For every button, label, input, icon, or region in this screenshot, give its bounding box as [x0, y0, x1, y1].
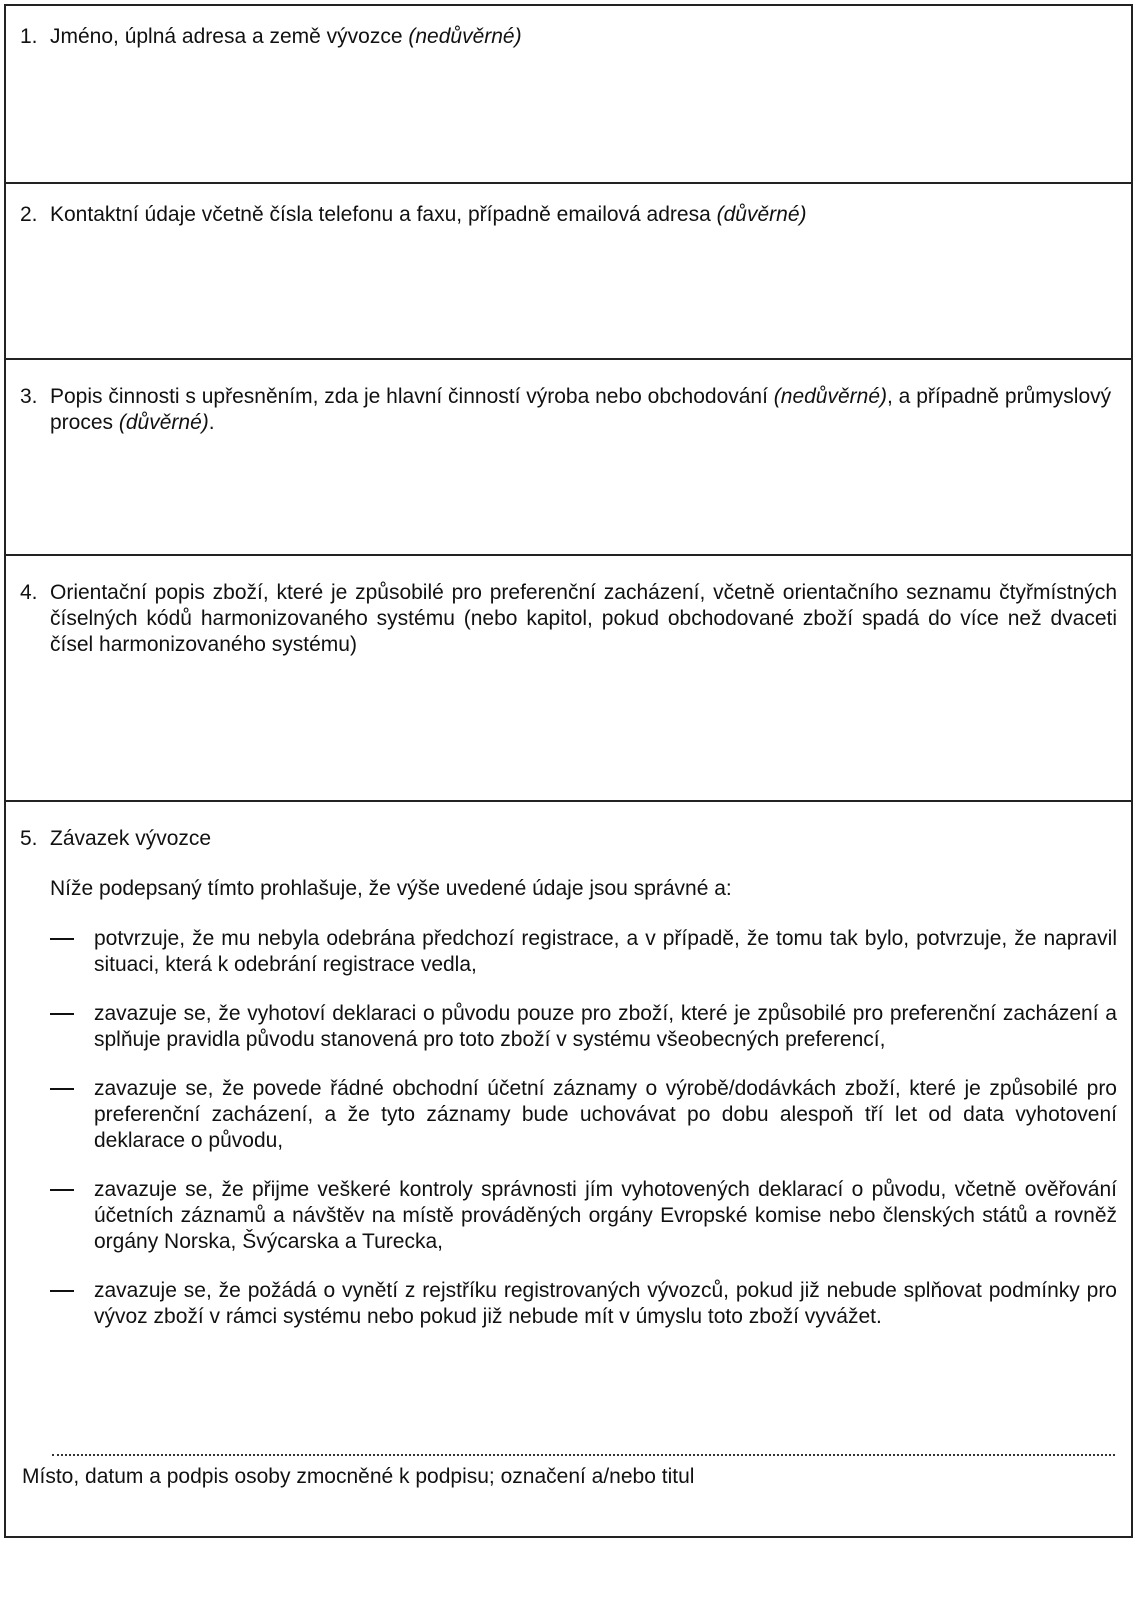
section-5-heading	[20, 826, 1117, 852]
dash-bullet	[50, 938, 74, 940]
dash-bullet	[50, 1189, 74, 1191]
section-2-heading	[20, 202, 1117, 228]
section-4-heading	[20, 580, 1117, 658]
undertaking-item: potvrzuje, že mu nebyla odebrána předchozí registrace, a v případě, že tomu tak bylo, potvrzuje, že napravil situaci, která k odebrání registrace vedla,	[50, 926, 1117, 978]
dash-bullet	[50, 1013, 74, 1015]
section-1-number: 1.	[20, 25, 38, 48]
undertaking-item: zavazuje se, že povede řádné obchodní účetní záznamy o výrobě/dodávkách zboží, které je způsobilé pro preferenční zacházení, a že tyto záznamy bude uchovávat po dobu alespoň tří let od data vyhotovení deklarace o původu,	[50, 1076, 1117, 1154]
confidentiality-note: (důvěrné)	[118, 411, 209, 434]
undertaking-item: zavazuje se, že požádá o vynětí z rejstříku registrovaných vývozců, pokud již nebude splňovat podmínky pro vývoz zboží v rámci systému nebo pokud již nebude mít v úmyslu toto zboží vyvážet.	[50, 1278, 1117, 1330]
undertaking-intro: Níže podepsaný tímto prohlašuje, že výše uvedené údaje jsou správné a:	[50, 877, 732, 900]
section-3-heading	[20, 384, 1117, 436]
undertaking-item: zavazuje se, že vyhotoví deklaraci o původu pouze pro zboží, které je způsobilé pro preferenční zacházení a splňuje pravidla původu stanovená pro toto zboží v systému všeobecných preferencí,	[50, 1001, 1117, 1053]
dash-bullet	[50, 1088, 74, 1090]
section-3-number: 3.	[20, 385, 38, 408]
confidentiality-note: (nedůvěrné)	[773, 385, 888, 408]
confidentiality-note: (nedůvěrné)	[408, 25, 522, 48]
section-5-number: 5.	[20, 827, 38, 850]
exporter-registration-form	[4, 4, 1133, 1538]
undertaking-item: zavazuje se, že přijme veškeré kontroly správnosti jím vyhotovených deklarací o původu, včetně ověřování účetních záznamů a návštěv na místě prováděných orgány Evropské komise nebo členských států a rovněž orgány Norska, Švýcarska a Turecka,	[50, 1177, 1117, 1255]
section-1-exporter-name-address	[6, 6, 1131, 182]
section-1-text: Jméno, úplná adresa a země vývozce (nedůvěrné)	[50, 25, 522, 48]
section-2-number: 2.	[20, 203, 38, 226]
section-4-text: Orientační popis zboží, které je způsobilé pro preferenční zacházení, včetně orientačního seznamu čtyřmístných číselných kódů harmonizovaného systému (nebo kapitol, pokud obchodované zboží spadá do více než dvaceti čísel harmonizovaného systému)	[50, 581, 1117, 656]
section-5-title: Závazek vývozce	[50, 827, 212, 850]
section-5-exporter-undertaking	[6, 800, 1131, 1536]
section-4-goods-description	[6, 554, 1131, 800]
section-4-number: 4.	[20, 581, 38, 604]
section-1-heading	[20, 24, 1117, 50]
signature-label: Místo, datum a podpis osoby zmocněné k podpisu; označení a/nebo titul	[22, 1465, 695, 1488]
confidentiality-note: (důvěrné)	[716, 203, 807, 226]
signature-line[interactable]	[52, 1454, 1115, 1456]
dash-bullet	[50, 1290, 74, 1292]
section-3-text: Popis činnosti s upřesněním, zda je hlavní činností výroba nebo obchodování (nedůvěrné), a případně průmyslový proces (důvěrné).	[50, 385, 1112, 434]
section-3-activity-description	[6, 358, 1131, 554]
section-2-contact-details	[6, 182, 1131, 358]
section-2-text: Kontaktní údaje včetně čísla telefonu a faxu, případně emailová adresa (důvěrné)	[50, 203, 807, 226]
